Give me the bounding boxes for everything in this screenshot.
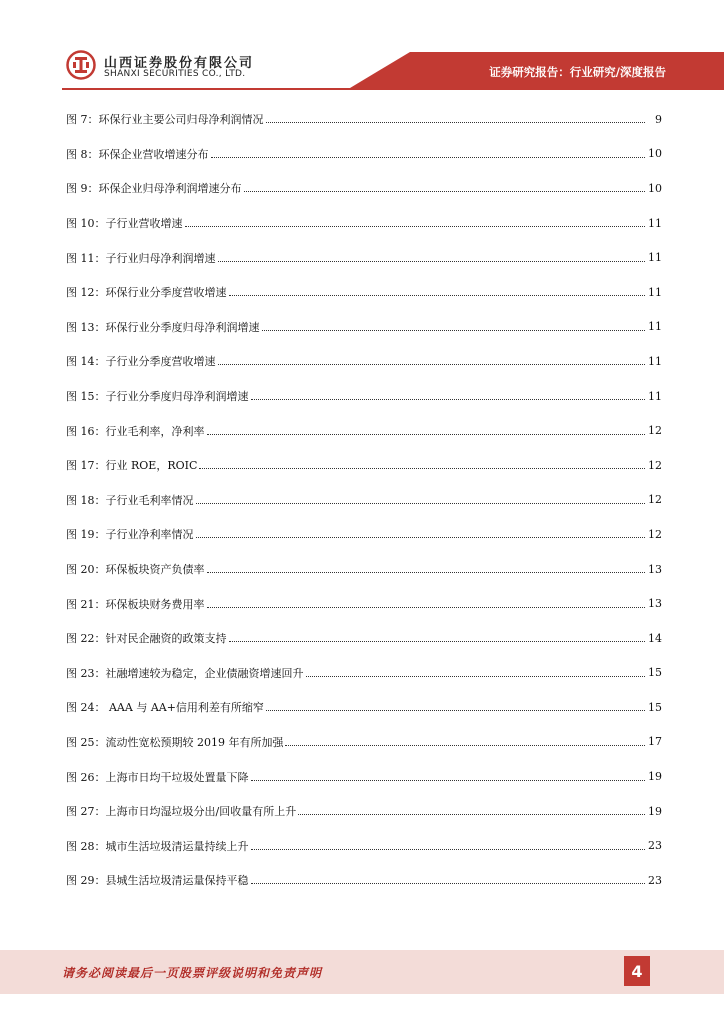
toc-entry[interactable]	[66, 690, 662, 725]
toc-entry[interactable]	[66, 621, 662, 656]
toc-leader-dots	[266, 709, 645, 711]
toc-entry[interactable]	[66, 310, 662, 345]
toc-entry-page: 11	[648, 354, 662, 368]
toc-entry[interactable]	[66, 171, 662, 206]
toc-leader-dots	[251, 398, 646, 400]
toc-leader-dots	[251, 779, 646, 781]
company-logo-icon	[66, 50, 96, 80]
toc-entry-page: 15	[648, 700, 662, 714]
toc-entry-label: 图 20：环保板块资产负债率	[66, 563, 205, 577]
toc-entry-label: 图 26：上海市日均干垃圾处置量下降	[66, 770, 249, 784]
toc-entry[interactable]	[66, 794, 662, 829]
company-name-en: SHANXI SECURITIES CO., LTD.	[104, 69, 246, 79]
toc-entry-page: 9	[655, 112, 662, 126]
page-footer	[0, 950, 724, 994]
toc-entry-label: 图 24： AAA 与 AA+信用利差有所缩窄	[66, 701, 264, 715]
toc-leader-dots	[285, 744, 645, 746]
toc-entry-page: 10	[648, 181, 662, 195]
toc-entry-label: 图 22：针对民企融资的政策支持	[66, 632, 227, 646]
toc-leader-dots	[266, 121, 646, 123]
toc-entry[interactable]	[66, 275, 662, 310]
toc-leader-dots	[262, 329, 646, 331]
toc-entry-page: 19	[648, 804, 662, 818]
toc-entry-page: 12	[648, 458, 662, 472]
toc-entry-label: 图 18：子行业毛利率情况	[66, 493, 194, 507]
toc-entry-page: 14	[648, 631, 662, 645]
toc-entry[interactable]	[66, 828, 662, 863]
header-divider	[62, 88, 724, 90]
toc-entry[interactable]	[66, 759, 662, 794]
toc-leader-dots	[229, 640, 646, 642]
toc-entry-page: 11	[648, 285, 662, 299]
toc-leader-dots	[251, 848, 646, 850]
toc-entry-label: 图 16：行业毛利率，净利率	[66, 424, 205, 438]
toc-leader-dots	[207, 606, 646, 608]
toc-entry[interactable]	[66, 448, 662, 483]
toc-leader-dots	[229, 294, 646, 296]
toc-leader-dots	[244, 190, 646, 192]
toc-entry-page: 12	[648, 527, 662, 541]
toc-entry-page: 13	[648, 562, 662, 576]
toc-entry-label: 图 7：环保行业主要公司归母净利润情况	[66, 113, 264, 127]
toc-entry-page: 12	[648, 493, 662, 507]
toc-entry-label: 图 12：环保行业分季度营收增速	[66, 286, 227, 300]
toc-entry-page: 17	[648, 735, 662, 749]
toc-entry[interactable]	[66, 517, 662, 552]
toc-entry[interactable]	[66, 379, 662, 414]
toc-entry-page: 23	[648, 873, 662, 887]
toc-entry-label: 图 27：上海市日均湿垃圾分出/回收量有所上升	[66, 805, 297, 819]
toc-entry-label: 图 23：社融增速较为稳定，企业债融资增速回升	[66, 666, 304, 680]
toc-entry[interactable]	[66, 240, 662, 275]
figure-toc	[66, 102, 662, 898]
toc-entry-page: 10	[648, 147, 662, 161]
toc-entry-label: 图 29：县城生活垃圾清运量保持平稳	[66, 874, 249, 888]
toc-entry-label: 图 9：环保企业归母净利润增速分布	[66, 182, 242, 196]
toc-entry[interactable]	[66, 483, 662, 518]
toc-leader-dots	[196, 502, 646, 504]
toc-entry[interactable]	[66, 206, 662, 241]
toc-entry-page: 23	[648, 839, 662, 853]
toc-entry-label: 图 25：流动性宽松预期较 2019 年有所加强	[66, 735, 284, 749]
toc-entry[interactable]	[66, 725, 662, 760]
toc-leader-dots	[298, 813, 645, 815]
toc-entry-page: 11	[648, 389, 662, 403]
toc-entry-label: 图 28：城市生活垃圾清运量持续上升	[66, 839, 249, 853]
toc-entry-label: 图 17：行业 ROE，ROIC	[66, 459, 198, 473]
toc-leader-dots	[185, 225, 646, 227]
toc-entry-label: 图 14：子行业分季度营收增速	[66, 355, 216, 369]
toc-leader-dots	[207, 571, 646, 573]
toc-leader-dots	[251, 882, 646, 884]
toc-entry[interactable]	[66, 102, 662, 137]
toc-entry-page: 12	[648, 424, 662, 438]
toc-entry-label: 图 8：环保企业营收增速分布	[66, 147, 209, 161]
toc-leader-dots	[218, 260, 646, 262]
toc-entry-label: 图 15：子行业分季度归母净利润增速	[66, 390, 249, 404]
toc-entry[interactable]	[66, 137, 662, 172]
toc-entry[interactable]	[66, 586, 662, 621]
toc-entry-page: 13	[648, 597, 662, 611]
toc-leader-dots	[207, 433, 646, 435]
toc-leader-dots	[211, 156, 646, 158]
toc-entry-page: 11	[648, 251, 662, 265]
toc-entry-page: 15	[648, 666, 662, 680]
report-type-title: 证券研究报告：行业研究/深度报告	[489, 65, 666, 79]
toc-entry-page: 19	[648, 770, 662, 784]
toc-entry-page: 11	[648, 216, 662, 230]
toc-entry-page: 11	[648, 320, 662, 334]
toc-leader-dots	[199, 467, 645, 469]
toc-leader-dots	[306, 675, 646, 677]
toc-entry-label: 图 10：子行业营收增速	[66, 217, 183, 231]
toc-entry-label: 图 21：环保板块财务费用率	[66, 597, 205, 611]
toc-entry-label: 图 13：环保行业分季度归母净利润增速	[66, 320, 260, 334]
company-name-cn: 山西证券股份有限公司	[104, 56, 255, 71]
toc-entry-label: 图 19：子行业净利率情况	[66, 528, 194, 542]
toc-entry[interactable]	[66, 413, 662, 448]
toc-leader-dots	[196, 536, 646, 538]
toc-leader-dots	[218, 363, 646, 365]
page-number: 4	[624, 956, 650, 986]
disclaimer-text: 请务必阅读最后一页股票评级说明和免责声明	[62, 966, 323, 980]
page-header	[0, 0, 724, 90]
toc-entry[interactable]	[66, 344, 662, 379]
toc-entry-label: 图 11：子行业归母净利润增速	[66, 251, 216, 265]
toc-entry[interactable]	[66, 552, 662, 587]
toc-entry[interactable]	[66, 656, 662, 691]
toc-entry[interactable]	[66, 863, 662, 898]
